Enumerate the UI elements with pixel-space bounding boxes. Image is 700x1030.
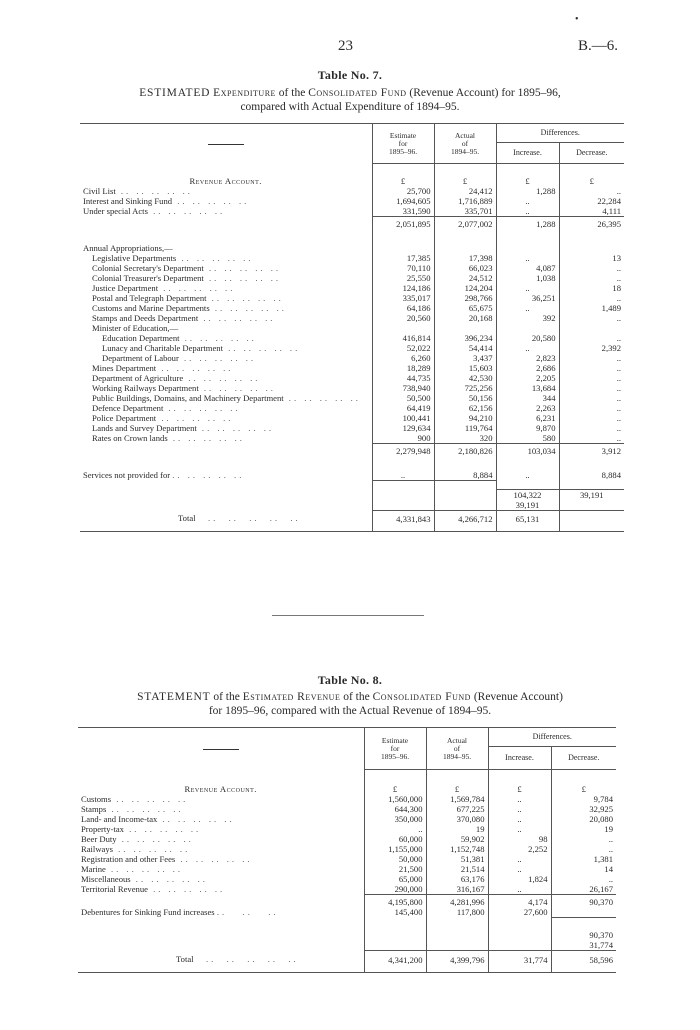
table7-row: Customs and Marine Departments .. .. .. .. .. 64,186 65,675 .. 1,489 bbox=[80, 303, 624, 313]
table7-row: Postal and Telegraph Department .. .. .. .. .. 335,017 298,766 36,251 .. bbox=[80, 293, 624, 303]
table8-cell: 51,381 bbox=[426, 854, 488, 864]
table7-cell: .. bbox=[496, 283, 559, 293]
table8-cell: 14 bbox=[551, 864, 616, 874]
table7-row: Police Department .. .. .. .. .. 100,441 94,210 6,231 .. bbox=[80, 413, 624, 423]
table7-cell: 1,694,605 bbox=[372, 196, 434, 206]
table8-row-label: Customs bbox=[81, 794, 112, 804]
table7-cell: 22,284 bbox=[559, 196, 624, 206]
table8-row: Land- and Income-tax .. .. .. .. .. 350,000 370,080 .. 20,080 bbox=[78, 814, 616, 824]
table7-row-label: Rates on Crown lands bbox=[92, 433, 168, 443]
table8-row: Marine .. .. .. .. .. 21,500 21,514 .. 14 bbox=[78, 864, 616, 874]
table7-cell: 2,823 bbox=[496, 353, 559, 363]
table8-cell: 59,902 bbox=[426, 834, 488, 844]
table7-cell: 25,550 bbox=[372, 273, 434, 283]
table7-cell: .. bbox=[496, 303, 559, 313]
table7-row: Department of Labour .. .. .. .. .. 6,260 3,437 2,823 .. bbox=[80, 353, 624, 363]
table7-row: Stamps and Deeds Department .. .. .. .. .. 20,560 20,168 392 .. bbox=[80, 313, 624, 323]
table8-currency: £ bbox=[488, 770, 551, 795]
table7-row-label: Postal and Telegraph Department bbox=[92, 293, 207, 303]
table7-group2-total-row bbox=[80, 444, 624, 471]
table7-row-label: Department of Labour bbox=[102, 353, 179, 363]
table8-diff-decrease-b: 31,774 bbox=[551, 940, 616, 951]
table7-cell: .. bbox=[559, 353, 624, 363]
table8-cell: 27,600 bbox=[488, 907, 551, 917]
table8-cell: 4,341,200 bbox=[364, 950, 426, 973]
table8-cell: 4,195,800 bbox=[364, 895, 426, 908]
table7-cell: 8,884 bbox=[559, 470, 624, 481]
table7-row: Interest and Sinking Fund .. .. .. .. .. 1,694,605 1,716,889 .. 22,284 bbox=[80, 196, 624, 206]
table8-diff-decrease-a: 90,370 bbox=[551, 930, 616, 940]
table7-cell: 129,634 bbox=[372, 423, 434, 433]
table8-row-label: Stamps bbox=[81, 804, 107, 814]
table8-row-label: Property-tax bbox=[81, 824, 124, 834]
table7-row: Civil List .. .. .. .. .. 25,700 24,412 1,288 .. bbox=[80, 186, 624, 196]
table7-cell: .. bbox=[559, 263, 624, 273]
page-reference: B.—6. bbox=[578, 38, 619, 54]
table8-currency: £ bbox=[364, 770, 426, 795]
table7-row: Department of Agriculture .. .. .. .. .. 44,735 42,530 2,205 .. bbox=[80, 373, 624, 383]
table8-cell: .. bbox=[551, 834, 616, 844]
table8-cell: 4,281,996 bbox=[426, 895, 488, 908]
table8-cell: 31,774 bbox=[488, 950, 551, 973]
table8-cell: 63,176 bbox=[426, 874, 488, 884]
table8-row-label: Miscellaneous bbox=[81, 874, 131, 884]
table8-cell: 19 bbox=[426, 824, 488, 834]
table8-cell: .. bbox=[488, 824, 551, 834]
table7-header-differences: Differences. bbox=[496, 124, 624, 143]
table8-header-increase: Increase. bbox=[488, 747, 551, 770]
table8-cell: 316,167 bbox=[426, 884, 488, 895]
table8-row-label: Land- and Income-tax bbox=[81, 814, 158, 824]
table7-row-label: Lunacy and Charitable Department bbox=[102, 343, 223, 353]
table8-header-actual: Actual of 1894–95. bbox=[426, 728, 488, 770]
table7-diff-increase-a: 104,322 bbox=[496, 489, 559, 500]
table8-row: Customs .. .. .. .. .. 1,560,000 1,569,784 .. 9,784 bbox=[78, 794, 616, 804]
table7-cell: 36,251 bbox=[496, 293, 559, 303]
table8-cell: .. bbox=[364, 824, 426, 834]
table7-cell: 900 bbox=[372, 433, 434, 444]
table7-header-increase: Increase. bbox=[496, 143, 559, 164]
table7-cell: 2,392 bbox=[559, 343, 624, 353]
table8-total-label: Total bbox=[176, 954, 194, 964]
table8-cell: 677,225 bbox=[426, 804, 488, 814]
table7-cell: 64,419 bbox=[372, 403, 434, 413]
table8-header-dash bbox=[78, 728, 364, 770]
table8-cell: .. bbox=[488, 864, 551, 874]
table8-row-label: Debentures for Sinking Fund increases bbox=[81, 907, 215, 917]
table7-diff-increase-b: 39,191 bbox=[496, 500, 559, 511]
table8-row: Territorial Revenue .. .. .. .. .. 290,000 316,167 .. 26,167 bbox=[78, 884, 616, 895]
table7-cell: .. bbox=[496, 470, 559, 481]
table8-cell: .. bbox=[488, 814, 551, 824]
table7-header-actual: Actual of 1894–95. bbox=[434, 124, 496, 164]
table7-cell: 4,111 bbox=[559, 206, 624, 217]
table7-row: Lands and Survey Department .. .. .. .. .. 129,634 119,764 9,870 .. bbox=[80, 423, 624, 433]
table7-row-label: Education Department bbox=[102, 333, 180, 343]
table7-cell: 124,204 bbox=[434, 283, 496, 293]
table7-cell: 62,156 bbox=[434, 403, 496, 413]
table7-row bbox=[80, 323, 624, 333]
table7-header-estimate: Estimate for 1895–96. bbox=[372, 124, 434, 164]
table7-cell: .. bbox=[559, 413, 624, 423]
table7-total-label: Total bbox=[178, 513, 196, 523]
table7-cell: .. bbox=[559, 186, 624, 196]
table7-cell bbox=[559, 323, 624, 333]
table7-row-label: Under special Acts bbox=[83, 206, 148, 216]
table7-cell: 18 bbox=[559, 283, 624, 293]
table7-cell: .. bbox=[559, 293, 624, 303]
table8-cell: 1,560,000 bbox=[364, 794, 426, 804]
table7-cell: 44,735 bbox=[372, 373, 434, 383]
table7-row-label: Public Buildings, Domains, and Machinery Department bbox=[92, 393, 284, 403]
table7-row-label: Customs and Marine Departments bbox=[92, 303, 210, 313]
table7-cell: 65,131 bbox=[496, 510, 559, 532]
table8-row: Miscellaneous .. .. .. .. .. 65,000 63,176 1,824 .. bbox=[78, 874, 616, 884]
table7-annual-label: Annual Appropriations,— bbox=[83, 243, 173, 253]
table7-header-dash bbox=[80, 124, 372, 164]
table7-cell: .. bbox=[496, 253, 559, 263]
table8-cell: 350,000 bbox=[364, 814, 426, 824]
table7-cell: 2,279,948 bbox=[372, 444, 434, 471]
table7-row-label: Defence Department bbox=[92, 403, 164, 413]
table7-row-label: Legislative Departments bbox=[92, 253, 177, 263]
table8-cell: 1,152,748 bbox=[426, 844, 488, 854]
table8-cell: 19 bbox=[551, 824, 616, 834]
table8-cell: 290,000 bbox=[364, 884, 426, 895]
section-divider bbox=[272, 615, 424, 616]
table7-cell: 20,580 bbox=[496, 333, 559, 343]
table7-row-label: Colonial Treasurer's Department bbox=[92, 273, 204, 283]
table8-cell: .. bbox=[551, 874, 616, 884]
table7-row-label: Civil List bbox=[83, 186, 116, 196]
table8-cell: 1,155,000 bbox=[364, 844, 426, 854]
table7-group1-total-row bbox=[80, 217, 624, 230]
table7-cell: .. bbox=[559, 363, 624, 373]
table8-cell: 90,370 bbox=[551, 895, 616, 908]
table8-row: Stamps .. .. .. .. .. 644,300 677,225 .. 32,925 bbox=[78, 804, 616, 814]
table7-title: Table No. 7. bbox=[317, 68, 383, 82]
table7-cell: 13,684 bbox=[496, 383, 559, 393]
table7-row: Lunacy and Charitable Department .. .. .. .. .. 52,022 54,414 .. 2,392 bbox=[80, 343, 624, 353]
table7-cell: 580 bbox=[496, 433, 559, 444]
table8-currency: £ bbox=[426, 770, 488, 795]
table7-cell: 17,385 bbox=[372, 253, 434, 263]
table8-row-label: Beer Duty bbox=[81, 834, 117, 844]
table7-cell: 52,022 bbox=[372, 343, 434, 353]
table8-row: Registration and other Fees .. .. .. .. .. 50,000 51,381 .. 1,381 bbox=[78, 854, 616, 864]
table7-cell: 4,331,843 bbox=[372, 510, 434, 532]
table7-cell: 18,289 bbox=[372, 363, 434, 373]
table7-cell: 298,766 bbox=[434, 293, 496, 303]
table7-cell: 64,186 bbox=[372, 303, 434, 313]
table7-cell: 2,686 bbox=[496, 363, 559, 373]
table7-cell: 54,414 bbox=[434, 343, 496, 353]
table7-row: Defence Department .. .. .. .. .. 64,419 62,156 2,263 .. bbox=[80, 403, 624, 413]
table7-row: Rates on Crown lands .. .. .. .. .. 900 320 580 .. bbox=[80, 433, 624, 444]
table7-cell: 320 bbox=[434, 433, 496, 444]
table8-cell: 50,000 bbox=[364, 854, 426, 864]
table7-cell: 335,701 bbox=[434, 206, 496, 217]
table7-row-label: Lands and Survey Department bbox=[92, 423, 197, 433]
table7-row: Working Railways Department .. .. .. .. .. 738,940 725,256 13,684 .. bbox=[80, 383, 624, 393]
table8-cell: 1,381 bbox=[551, 854, 616, 864]
table8-cell: .. bbox=[488, 804, 551, 814]
table7-header-decrease: Decrease. bbox=[559, 143, 624, 164]
table7-cell: 1,716,889 bbox=[434, 196, 496, 206]
table8-row-label: Registration and other Fees bbox=[81, 854, 176, 864]
table8-cell: 20,080 bbox=[551, 814, 616, 824]
table8-cell: 644,300 bbox=[364, 804, 426, 814]
table7-row: Colonial Secretary's Department .. .. .. .. .. 70,110 66,023 4,087 .. bbox=[80, 263, 624, 273]
table8-subtotal-row bbox=[78, 895, 616, 908]
table7-cell: .. bbox=[559, 383, 624, 393]
table7-cell bbox=[496, 323, 559, 333]
table7-cell: 9,870 bbox=[496, 423, 559, 433]
table7-cell: 396,234 bbox=[434, 333, 496, 343]
table8 bbox=[78, 727, 616, 973]
table7-cell: 50,156 bbox=[434, 393, 496, 403]
table8-row: Property-tax .. .. .. .. .. .. 19 .. 19 bbox=[78, 824, 616, 834]
table7-cell: .. bbox=[559, 333, 624, 343]
table7-cell: 6,231 bbox=[496, 413, 559, 423]
table7-cell: 2,180,826 bbox=[434, 444, 496, 471]
table7-currency: £ bbox=[559, 164, 624, 187]
table8-cell: 58,596 bbox=[551, 950, 616, 973]
table8-cell bbox=[551, 907, 616, 917]
table7-cell: 392 bbox=[496, 313, 559, 323]
table7-cell: .. bbox=[496, 343, 559, 353]
table7-cell: 24,512 bbox=[434, 273, 496, 283]
table7-cell: 66,023 bbox=[434, 263, 496, 273]
table7-cell bbox=[559, 510, 624, 532]
table7-cell: 26,395 bbox=[559, 217, 624, 230]
table7-cell: 20,560 bbox=[372, 313, 434, 323]
table7-cell: .. bbox=[559, 393, 624, 403]
table8-cell: .. bbox=[488, 794, 551, 804]
table7-row: Justice Department .. .. .. .. .. 124,186 124,204 .. 18 bbox=[80, 283, 624, 293]
table7-row-label: Stamps and Deeds Department bbox=[92, 313, 199, 323]
table7-services-row: Services not provided for .. .. .. .. .. .. 8,884 .. 8,884 bbox=[80, 470, 624, 481]
table7-cell: 70,110 bbox=[372, 263, 434, 273]
table8-row-label: Marine bbox=[81, 864, 106, 874]
table7-row-label: Interest and Sinking Fund bbox=[83, 196, 173, 206]
table7-currency: £ bbox=[372, 164, 434, 187]
table7-cell: 1,038 bbox=[496, 273, 559, 283]
table7-cell: 2,077,002 bbox=[434, 217, 496, 230]
table7-cell: 8,884 bbox=[434, 470, 496, 481]
table8-row-label: Territorial Revenue bbox=[81, 884, 148, 894]
table8-revenue-account-label: Revenue Account. bbox=[184, 783, 257, 794]
table8-cell: 4,174 bbox=[488, 895, 551, 908]
table7-cell: 1,489 bbox=[559, 303, 624, 313]
table8-cell: 21,514 bbox=[426, 864, 488, 874]
table8-row: Beer Duty .. .. .. .. .. 60,000 59,902 98 .. bbox=[78, 834, 616, 844]
table7-cell: 119,764 bbox=[434, 423, 496, 433]
table7-currency: £ bbox=[496, 164, 559, 187]
table7-cell: .. bbox=[559, 313, 624, 323]
table7-cell: 725,256 bbox=[434, 383, 496, 393]
table7-cell: .. bbox=[559, 403, 624, 413]
table7-cell: 3,437 bbox=[434, 353, 496, 363]
table8-cell: 117,800 bbox=[426, 907, 488, 917]
table7-subtitle: ESTIMATED Expenditure of the Consolidated Fund (Revenue Account) for 1895–96, compared with Actual Expenditure of 1894–95. bbox=[139, 87, 561, 113]
table8-header-decrease: Decrease. bbox=[551, 747, 616, 770]
table7-cell: 50,500 bbox=[372, 393, 434, 403]
table8-cell: 32,925 bbox=[551, 804, 616, 814]
table7-cell: 25,700 bbox=[372, 186, 434, 196]
table7-cell: 2,263 bbox=[496, 403, 559, 413]
table7 bbox=[80, 123, 624, 532]
table8-total-row: Total .. .. .. .. .. 4,341,200 4,399,796 31,774 58,596 bbox=[78, 950, 616, 973]
table8-cell: .. bbox=[488, 854, 551, 864]
table7-cell: 4,087 bbox=[496, 263, 559, 273]
table7-row-label: Police Department bbox=[92, 413, 157, 423]
table7-cell: 1,288 bbox=[496, 217, 559, 230]
table7-cell: 24,412 bbox=[434, 186, 496, 196]
table7-row: Public Buildings, Domains, and Machinery Department .. .. .. .. .. 50,500 50,156 344 .. bbox=[80, 393, 624, 403]
table7-revenue-account-label: Revenue Account. bbox=[189, 175, 262, 186]
table8-cell: .. bbox=[551, 844, 616, 854]
table8-cell: 60,000 bbox=[364, 834, 426, 844]
table7-row: Mines Department .. .. .. .. .. 18,289 15,603 2,686 .. bbox=[80, 363, 624, 373]
table7-cell: .. bbox=[559, 373, 624, 383]
table8-cell: 4,399,796 bbox=[426, 950, 488, 973]
table7-cell: 6,260 bbox=[372, 353, 434, 363]
table7-cell: 738,940 bbox=[372, 383, 434, 393]
table7-cell: 20,168 bbox=[434, 313, 496, 323]
table7-currency: £ bbox=[434, 164, 496, 187]
table7-cell: 4,266,712 bbox=[434, 510, 496, 532]
table7-cell: .. bbox=[559, 273, 624, 283]
table8-row-label: Railways bbox=[81, 844, 113, 854]
table7-cell: 65,675 bbox=[434, 303, 496, 313]
table7-cell: 100,441 bbox=[372, 413, 434, 423]
page-number: 23 bbox=[338, 38, 353, 54]
table8-cell: .. bbox=[488, 884, 551, 895]
table7-cell: 15,603 bbox=[434, 363, 496, 373]
table7-cell: 331,590 bbox=[372, 206, 434, 217]
table7-row-label: Department of Agriculture bbox=[92, 373, 184, 383]
table8-header-differences: Differences. bbox=[488, 728, 616, 747]
table7-cell: 94,210 bbox=[434, 413, 496, 423]
table7-cell: .. bbox=[372, 470, 434, 481]
table8-cell: 370,080 bbox=[426, 814, 488, 824]
table7-cell: 344 bbox=[496, 393, 559, 403]
table7-cell: 42,530 bbox=[434, 373, 496, 383]
table7-row-label: Colonial Secretary's Department bbox=[92, 263, 204, 273]
table7-cell: 103,034 bbox=[496, 444, 559, 471]
table7-row-label: Mines Department bbox=[92, 363, 157, 373]
table8-debentures-row: Debentures for Sinking Fund increases .. .. .. 145,400 117,800 27,600 bbox=[78, 907, 616, 917]
table7-row-label: Services not provided for bbox=[83, 470, 171, 480]
table8-title: Table No. 8. bbox=[317, 673, 383, 687]
table7-cell: 335,017 bbox=[372, 293, 434, 303]
table8-cell: 26,167 bbox=[551, 884, 616, 895]
table7-row-label: Working Railways Department bbox=[92, 383, 199, 393]
table7-row: Colonial Treasurer's Department .. .. .. .. .. 25,550 24,512 1,038 .. bbox=[80, 273, 624, 283]
table7-cell bbox=[434, 323, 496, 333]
table7-cell: 2,205 bbox=[496, 373, 559, 383]
table7-diff-decrease-a: 39,191 bbox=[559, 489, 624, 500]
table7-cell: .. bbox=[496, 206, 559, 217]
table7-cell: 1,288 bbox=[496, 186, 559, 196]
table7-cell: .. bbox=[496, 196, 559, 206]
table7-cell: .. bbox=[559, 433, 624, 444]
table7-cell: 124,186 bbox=[372, 283, 434, 293]
table8-cell: 1,824 bbox=[488, 874, 551, 884]
table8-cell: 9,784 bbox=[551, 794, 616, 804]
table7-row-label: Minister of Education,— bbox=[92, 323, 179, 333]
table7-cell: .. bbox=[559, 423, 624, 433]
table8-cell: 65,000 bbox=[364, 874, 426, 884]
table7-cell: 3,912 bbox=[559, 444, 624, 471]
table8-cell: 2,252 bbox=[488, 844, 551, 854]
table8-cell: 21,500 bbox=[364, 864, 426, 874]
table7-cell: 416,814 bbox=[372, 333, 434, 343]
table7-cell: 17,398 bbox=[434, 253, 496, 263]
table7-cell: 2,051,895 bbox=[372, 217, 434, 230]
table7-cell: 13 bbox=[559, 253, 624, 263]
page-mark: • bbox=[575, 14, 579, 25]
table8-cell: 98 bbox=[488, 834, 551, 844]
table8-currency: £ bbox=[551, 770, 616, 795]
table7-row-label: Justice Department bbox=[92, 283, 159, 293]
table7-total-row: Total .. .. .. .. .. 4,331,843 4,266,712 65,131 bbox=[80, 510, 624, 532]
table7-row: Legislative Departments .. .. .. .. .. 17,385 17,398 .. 13 bbox=[80, 253, 624, 263]
table8-row: Railways .. .. .. .. .. 1,155,000 1,152,748 2,252 .. bbox=[78, 844, 616, 854]
table8-cell: 145,400 bbox=[364, 907, 426, 917]
table7-row: Education Department .. .. .. .. .. 416,814 396,234 20,580 .. bbox=[80, 333, 624, 343]
table8-subtitle: STATEMENT of the Estimated Revenue of the Consolidated Fund (Revenue Account) for 1895–96, compared with the Actual Revenue of 1894–95. bbox=[137, 691, 563, 717]
table7-cell bbox=[372, 323, 434, 333]
table8-header-estimate: Estimate for 1895–96. bbox=[364, 728, 426, 770]
table7-row: Under special Acts .. .. .. .. .. 331,590 335,701 .. 4,111 bbox=[80, 206, 624, 217]
table8-cell: 1,569,784 bbox=[426, 794, 488, 804]
